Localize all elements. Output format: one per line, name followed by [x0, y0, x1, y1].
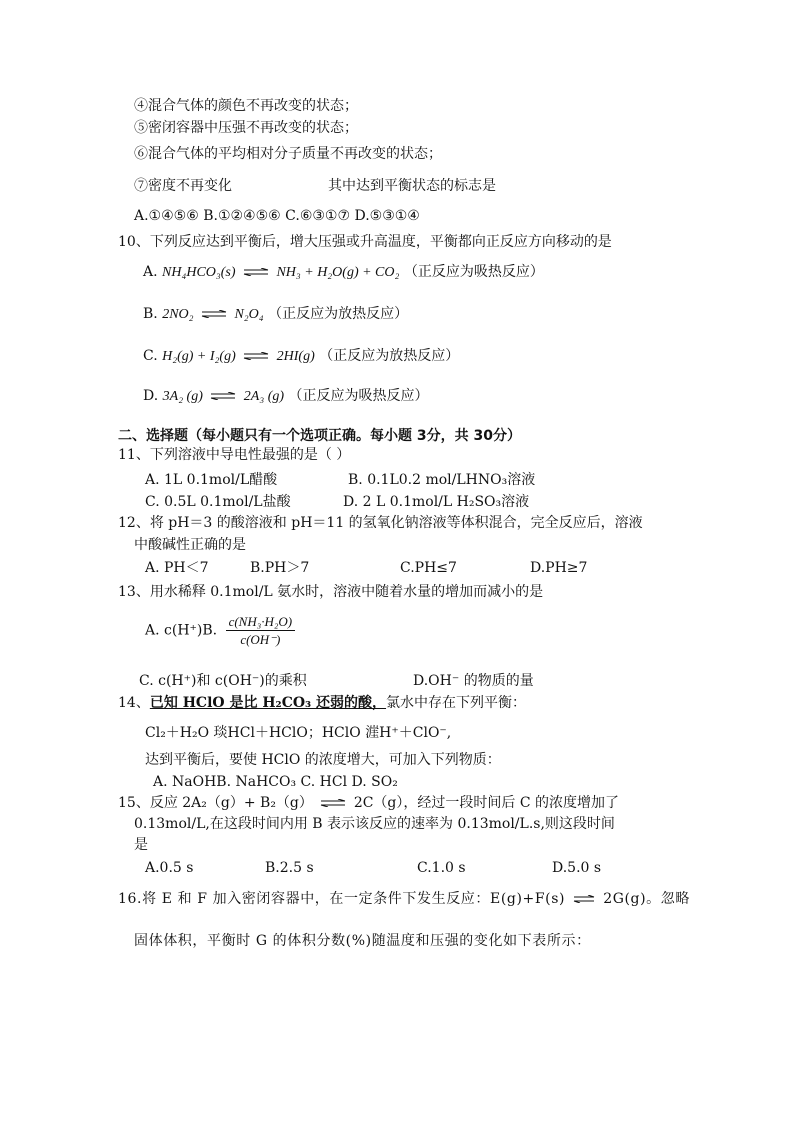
question-15: 15、反应 2A₂（g）+ B₂（g） 2C（g），经过一段时间后 C 的浓度增加了	[118, 795, 620, 811]
text-line: 其中达到平衡状态的标志是	[328, 178, 496, 194]
option-15b: B.2.5 s	[265, 860, 314, 876]
option-11b: B. 0.1L0.2 mol/LHNO₃溶液	[348, 472, 536, 488]
section-heading: 二、选择题（每小题只有一个选项正确。每小题 3分，共 30分）	[118, 428, 521, 444]
equation-14: Cl₂＋H₂O 琰HCl＋HClO；HClO 漄H⁺＋ClO⁻,	[145, 725, 452, 741]
equilibrium-arrow-icon	[210, 392, 236, 400]
question-12-cont: 中酸碱性正确的是	[134, 537, 246, 553]
question-16: 16.将 E 和 F 加入密闭容器中，在一定条件下发生反应：E(g)+F(s) 2G(g)。忽略	[118, 891, 690, 907]
option-11d: D. 2 L 0.1mol/L H₂SO₃溶液	[343, 494, 530, 510]
question-14-cont: 达到平衡后，要使 HClO 的浓度增大，可加入下列物质：	[145, 752, 501, 768]
question-14: 14、已知 HClO 是比 H₂CO₃ 还弱的酸，氯水中存在下列平衡：	[118, 695, 527, 711]
option-12c: C.PH≤7	[400, 560, 457, 576]
option-15a: A.0.5 s	[145, 860, 194, 876]
option-12b: B.PH＞7	[250, 560, 310, 576]
option-15c: C.1.0 s	[417, 860, 466, 876]
text-line: ⑥混合气体的平均相对分子质量不再改变的状态；	[134, 146, 442, 162]
question-15-cont2: 是	[134, 837, 148, 853]
question-11: 11、下列溶液中导电性最强的是（ ）	[118, 447, 351, 463]
option-10d: D. 3A₂ (g) 2A₃ (g) （正反应为吸热反应）	[143, 388, 429, 404]
text-line: ⑤密闭容器中压强不再改变的状态；	[134, 120, 358, 136]
question-12: 12、将 pH＝3 的酸溶液和 pH＝11 的氢氧化钠溶液等体积混合，完全反应后，溶液	[118, 515, 643, 531]
equilibrium-arrow-icon	[243, 352, 269, 360]
option-13d: D.OH⁻ 的物质的量	[413, 673, 534, 689]
question-15-cont: 0.13mol/L,在这段时间内用 B 表示该反应的速率为 0.13mol/L.s,则这段时间	[134, 816, 615, 832]
equilibrium-arrow-icon	[243, 268, 269, 276]
question-16-cont: 固体体积，平衡时 G 的体积分数(%)随温度和压强的变化如下表所示：	[134, 933, 591, 949]
equilibrium-arrow-icon	[573, 895, 595, 903]
option-12d: D.PH≥7	[530, 560, 588, 576]
question-10: 10、下列反应达到平衡后，增大压强或升高温度，平衡都向正反应方向移动的是	[118, 234, 612, 250]
option-11c: C. 0.5L 0.1mol/L盐酸	[145, 494, 291, 510]
equilibrium-arrow-icon	[201, 310, 227, 318]
option-10c: C. H₂(g) + I₂(g) 2HI(g) （正反应为放热反应）	[143, 348, 460, 364]
options-line: A.①④⑤⑥ B.①②④⑤⑥ C.⑥③①⑦ D.⑤③①④	[134, 208, 420, 224]
option-12a: A. PH＜7	[145, 560, 209, 576]
options-14: A. NaOHB. NaHCO₃ C. HCl D. SO₂	[153, 774, 398, 790]
text-line: ⑦密度不再变化	[134, 178, 232, 194]
equilibrium-arrow-icon	[320, 799, 346, 807]
option-13ab: A. c(H⁺)B. $\frac{\text{c(NH₃·H₂O)}}{c(OH^-)}$	[145, 613, 295, 648]
option-11a: A. 1L 0.1mol/L醋酸	[145, 472, 278, 488]
option-10a: A. NH₄HCO₃(s) NH₃ + H₂O(g) + CO₂ （正反应为吸热反应）	[143, 264, 544, 280]
option-10b: B. 2NO₂ N₂O₄ （正反应为放热反应）	[143, 306, 409, 322]
option-15d: D.5.0 s	[552, 860, 602, 876]
question-13: 13、用水稀释 0.1mol/L 氨水时，溶液中随着水量的增加而减小的是	[118, 584, 544, 600]
text-line: ④混合气体的颜色不再改变的状态；	[134, 98, 358, 114]
option-13c: C. c(H⁺)和 c(OH⁻)的乘积	[139, 673, 307, 689]
fraction: $\frac{\text{c(NH₃·H₂O)}}{c(OH^-)}$	[226, 613, 296, 648]
